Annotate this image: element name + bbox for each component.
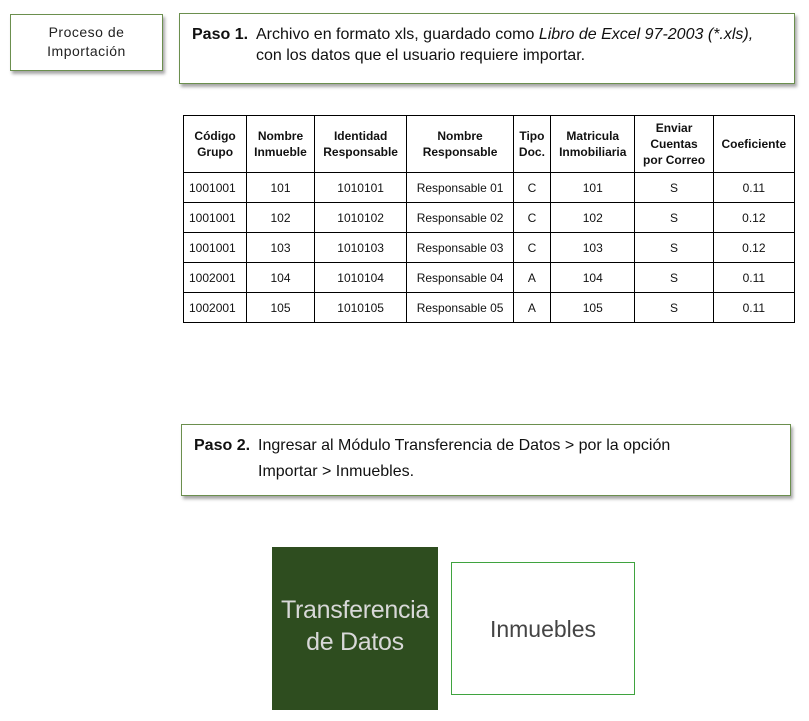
- column-header-line: Inmobiliaria: [559, 145, 627, 159]
- column-header: [713, 116, 794, 173]
- table-cell: 101: [247, 173, 315, 203]
- column-header-line: Enviar: [655, 121, 693, 135]
- column-header-line: por Correo: [643, 153, 706, 167]
- table-cell: 0.11: [713, 263, 794, 293]
- table-cell: Responsable 01: [407, 173, 513, 203]
- table-cell: A: [513, 263, 550, 293]
- table-cell: 103: [247, 233, 315, 263]
- table-cell: 0.12: [713, 203, 794, 233]
- step1-box: [179, 13, 795, 84]
- table-cell: S: [635, 263, 713, 293]
- table-cell: 1001001: [184, 173, 247, 203]
- table-cell: C: [513, 233, 550, 263]
- transferencia-label-line1: Transferencia: [280, 596, 430, 624]
- column-header-line: Doc.: [518, 145, 545, 159]
- table-cell: S: [635, 233, 713, 263]
- table-cell: 103: [551, 233, 635, 263]
- column-header-line: Responsable: [422, 145, 498, 159]
- process-title-box: [10, 14, 163, 71]
- column-header: [247, 116, 315, 173]
- column-header: [635, 116, 713, 173]
- step1-text: Archivo en formato xls, guardado como: [256, 26, 539, 43]
- table-cell: 105: [247, 293, 315, 323]
- import-sample-table: [183, 115, 795, 323]
- inmuebles-button[interactable]: Inmuebles: [451, 562, 635, 695]
- step2-box: [181, 424, 791, 496]
- table-body: [184, 173, 795, 323]
- column-header-line: Nombre: [257, 129, 304, 143]
- column-header-line: Identidad: [333, 129, 388, 143]
- step2-line2: Importar > Inmuebles.: [258, 463, 415, 480]
- table-cell: C: [513, 203, 550, 233]
- column-header-line: Coeficiente: [721, 137, 787, 151]
- table-cell: 1010105: [314, 293, 407, 323]
- table-cell: 104: [551, 263, 635, 293]
- step1-line2: con los datos que el usuario requiere importar.: [256, 47, 586, 64]
- table-row: [184, 263, 795, 293]
- table-cell: S: [635, 173, 713, 203]
- table-cell: 104: [247, 263, 315, 293]
- step2-text: Ingresar al Módulo Transferencia de Datos > por la opción: [258, 437, 671, 454]
- transferencia-datos-module-button[interactable]: [272, 547, 438, 710]
- table-cell: 102: [247, 203, 315, 233]
- column-header-line: Cuentas: [650, 137, 698, 151]
- column-header-line: Inmueble: [254, 145, 307, 159]
- table-cell: 1002001: [184, 293, 247, 323]
- column-header: [551, 116, 635, 173]
- table-row: [184, 203, 795, 233]
- column-header: [513, 116, 550, 173]
- table-cell: 102: [551, 203, 635, 233]
- process-title-line1: Proceso de: [48, 24, 125, 40]
- column-header: [184, 116, 247, 173]
- column-header: [407, 116, 513, 173]
- table-cell: 1010102: [314, 203, 407, 233]
- table-cell: C: [513, 173, 550, 203]
- step1-label: Paso 1.: [192, 26, 249, 43]
- table-row: [184, 173, 795, 203]
- transferencia-label-line2: de Datos: [306, 628, 404, 656]
- column-header-line: Grupo: [197, 145, 234, 159]
- column-header-line: Matricula: [566, 129, 620, 143]
- table-cell: 1010101: [314, 173, 407, 203]
- table-cell: 1002001: [184, 263, 247, 293]
- table-cell: S: [635, 293, 713, 323]
- table-cell: 1001001: [184, 233, 247, 263]
- table-row: [184, 293, 795, 323]
- table-cell: Responsable 04: [407, 263, 513, 293]
- column-header-line: Código: [194, 129, 236, 143]
- table-cell: Responsable 05: [407, 293, 513, 323]
- table-cell: 0.11: [713, 293, 794, 323]
- column-header-line: Tipo: [519, 129, 545, 143]
- table-cell: 1001001: [184, 203, 247, 233]
- table-cell: 101: [551, 173, 635, 203]
- table-cell: Responsable 02: [407, 203, 513, 233]
- column-header: [314, 116, 407, 173]
- table-cell: 0.12: [713, 233, 794, 263]
- table-cell: S: [635, 203, 713, 233]
- table-cell: 1010103: [314, 233, 407, 263]
- table-cell: 105: [551, 293, 635, 323]
- table-row: [184, 233, 795, 263]
- table-cell: Responsable 03: [407, 233, 513, 263]
- step1-format: Libro de Excel 97-2003 (*.xls),: [538, 26, 754, 43]
- column-header-line: Nombre: [437, 129, 483, 143]
- table-header-row: [184, 116, 795, 173]
- step2-label: Paso 2.: [194, 437, 251, 454]
- column-header-line: Responsable: [323, 145, 398, 159]
- process-title-line2: Importación: [47, 43, 126, 59]
- table-cell: 1010104: [314, 263, 407, 293]
- table-cell: A: [513, 293, 550, 323]
- table-cell: 0.11: [713, 173, 794, 203]
